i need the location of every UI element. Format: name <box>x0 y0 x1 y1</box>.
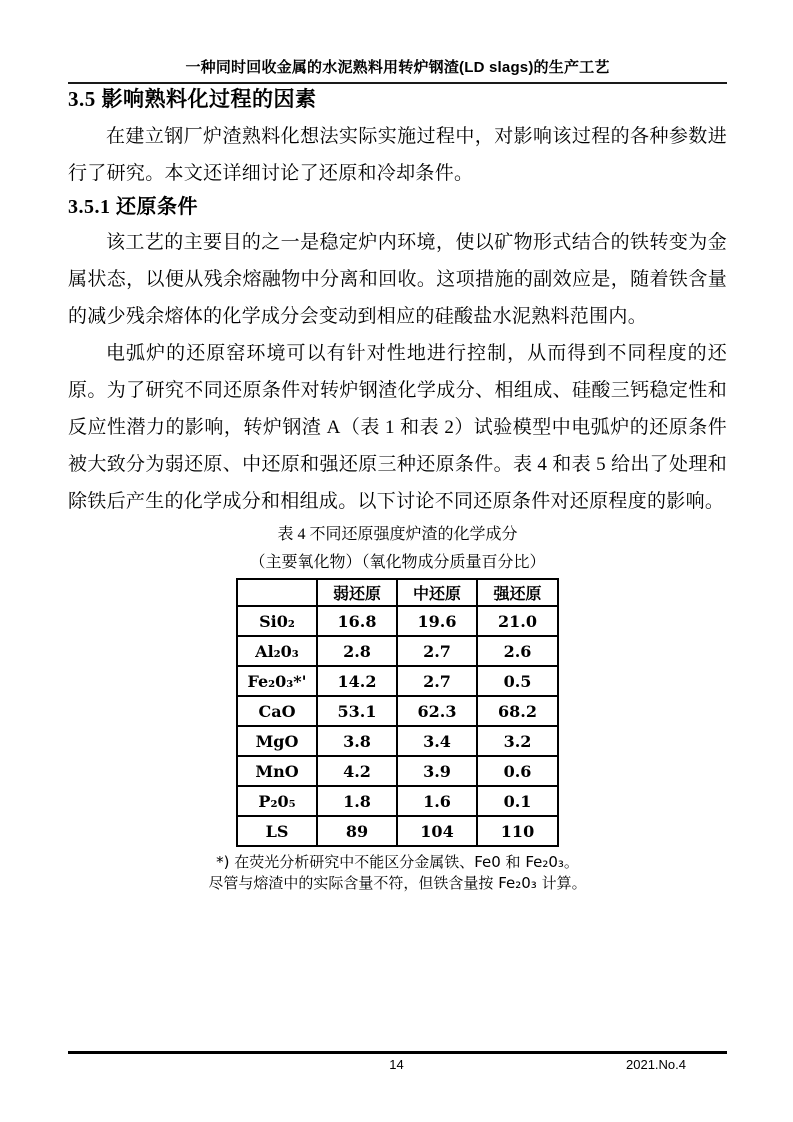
table-row <box>237 756 558 786</box>
table-cell: 110 <box>477 816 558 846</box>
table-cell: 104 <box>397 816 477 846</box>
table-cell: 0.6 <box>477 756 558 786</box>
table-cell: 3.8 <box>317 726 397 756</box>
footer-rule <box>68 1051 727 1054</box>
table-cell: 0.1 <box>477 786 558 816</box>
table-row <box>237 816 558 846</box>
table-cell: 16.8 <box>317 606 397 636</box>
row-label: Si0₂ <box>237 606 317 636</box>
table-caption-line2: （主要氧化物）（氧化物成分质量百分比） <box>249 554 546 571</box>
table-cell: 14.2 <box>317 666 397 696</box>
table-row <box>237 606 558 636</box>
table-row <box>237 786 558 816</box>
table-caption-line1: 表 4 不同还原强度炉渣的化学成分 <box>277 526 518 543</box>
row-label: CaO <box>237 696 317 726</box>
paragraph-intro: 在建立钢厂炉渣熟料化想法实际实施过程中，对影响该过程的各种参数进行了研究。本文还详细讨论了还原和冷却条件。 <box>68 126 727 184</box>
section-heading: 3.5 影响熟料化过程的因素 <box>68 87 317 111</box>
row-label: LS <box>237 816 317 846</box>
table-cell: 4.2 <box>317 756 397 786</box>
table-caption <box>68 521 727 577</box>
table-row <box>237 696 558 726</box>
table-cell: 2.8 <box>317 636 397 666</box>
table-cell: 53.1 <box>317 696 397 726</box>
issue-number: 2021.No.4 <box>626 1057 686 1072</box>
table-cell: 2.7 <box>397 636 477 666</box>
running-header-title: 一种同时回收金属的水泥熟料用转炉钢渣(LD slags)的生产工艺 <box>185 59 610 76</box>
table-cell: 21.0 <box>477 606 558 636</box>
page-number: 14 <box>389 1057 404 1072</box>
table-cell: 62.3 <box>397 696 477 726</box>
table-cell: 19.6 <box>397 606 477 636</box>
table-cell: 3.2 <box>477 726 558 756</box>
table-cell: 1.6 <box>397 786 477 816</box>
table-footnote-line1: *) 在荧光分析研究中不能区分金属铁、Fe0 和 Fe₂0₃。 <box>216 853 579 871</box>
row-label: P₂0₅ <box>237 786 317 816</box>
table-cell: 89 <box>317 816 397 846</box>
table-row <box>237 636 558 666</box>
table-row <box>237 666 558 696</box>
table-cell: 68.2 <box>477 696 558 726</box>
table-cell: 3.4 <box>397 726 477 756</box>
header-rule <box>68 82 727 84</box>
subsection-heading: 3.5.1 还原条件 <box>68 196 198 218</box>
running-header <box>68 0 727 84</box>
column-header-weak-reduction: 弱还原 <box>317 579 397 606</box>
table-cell: 3.9 <box>397 756 477 786</box>
table-cell: 0.5 <box>477 666 558 696</box>
table-footnote <box>68 852 727 894</box>
table-cell: 2.6 <box>477 636 558 666</box>
row-label: MnO <box>237 756 317 786</box>
table-cell: 2.7 <box>397 666 477 696</box>
paragraph-reduction-conditions: 电弧炉的还原窑环境可以有针对性地进行控制，从而得到不同程度的还原。为了研究不同还原条件对转炉钢渣化学成分、相组成、硅酸三钙稳定性和反应性潜力的影响，转炉钢渣 A（表 1 和表 2）试验模型中电弧炉的还原条件被大致分为弱还原、中还原和强还原三种还原条件。表 4 和表 5 给出了处理和除铁后产生的化学成分和相组成。以下讨论不同还原条件对还原程度的影响。 <box>68 343 727 512</box>
paragraph-process-goal: 该工艺的主要目的之一是稳定炉内环境，使以矿物形式结合的铁转变为金属状态，以便从残余熔融物中分离和回收。这项措施的副效应是，随着铁含量的减少残余熔体的化学成分会变动到相应的硅酸盐水泥熟料范围内。 <box>68 232 727 327</box>
composition-table <box>236 578 559 847</box>
row-label: Al₂0₃ <box>237 636 317 666</box>
table-footnote-line2: 尽管与熔渣中的实际含量不符，但铁含量按 Fe₂0₃ 计算。 <box>208 874 587 892</box>
table-row <box>237 726 558 756</box>
column-header-strong-reduction: 强还原 <box>477 579 558 606</box>
table-header-row <box>237 579 558 606</box>
row-label: MgO <box>237 726 317 756</box>
row-label: Fe₂0₃*' <box>237 666 317 696</box>
column-header-empty <box>237 579 317 606</box>
table-cell: 1.8 <box>317 786 397 816</box>
column-header-medium-reduction: 中还原 <box>397 579 477 606</box>
